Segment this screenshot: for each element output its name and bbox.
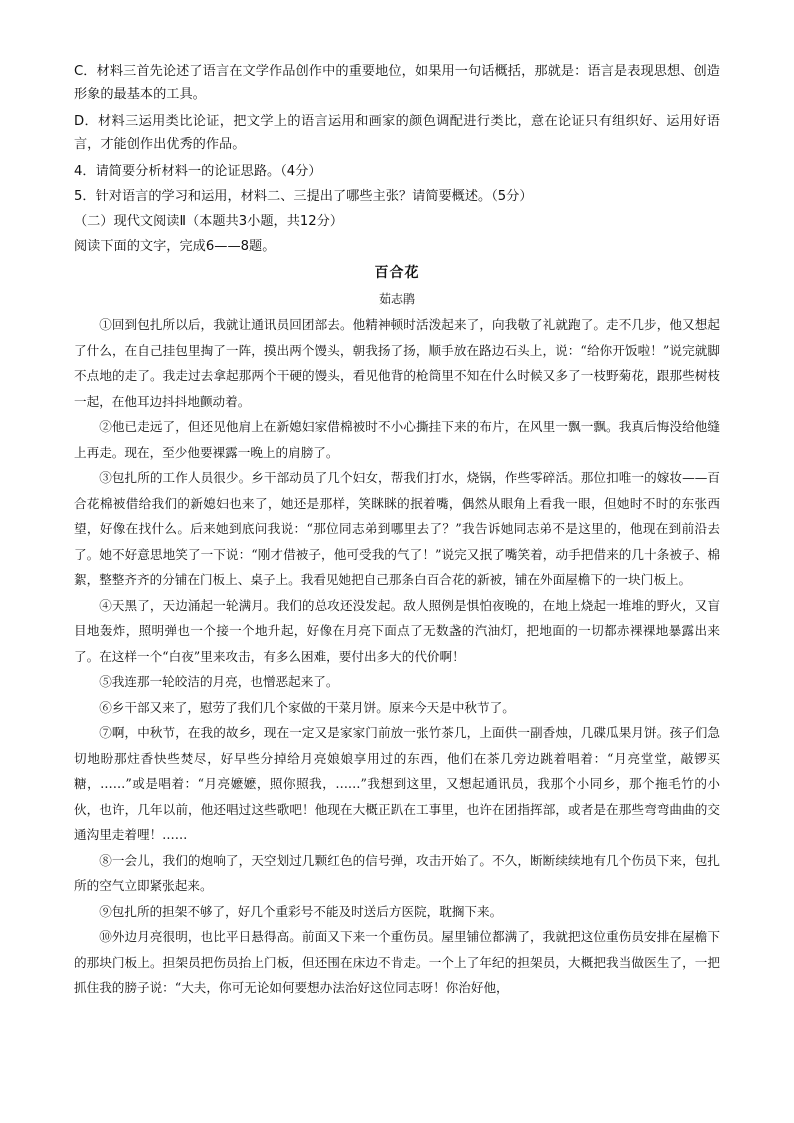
reading-instruction: 阅读下面的文字，完成6——8题。 (74, 239, 276, 254)
option-c: C．材料三首先论述了语言在文学作品创作中的重要地位，如果用一句话概括，那就是：语言是表现思想、创造形象的最基本的工具。 (74, 64, 720, 102)
question-4: 4．请简要分析材料一的论证思路。（4分） (74, 164, 322, 179)
paragraph-10: ⑩外边月亮很明，也比平日悬得高。前面又下来一个重伤员。屋里铺位都满了，我就把这位重伤员安排在屋檐下的那块门板上。担架员把伤员抬上门板，但还围在床边不肯走。一个上了年纪的担架员，大概把我当做医生了，一把抓住我的膀子说：“大夫，你可无论如何要想办法治好这位同志呀！你治好他， (74, 929, 720, 995)
paragraph-7: ⑦啊，中秋节，在我的故乡，现在一定又是家家门前放一张竹茶几，上面供一副香烛，几碟瓜果月饼。孩子们急切地盼那炷香快些焚尽，好早些分掉给月亮娘娘享用过的东西，他们在茶几旁边跳着唱着：“月亮堂堂，敲锣买糖，……”或是唱着：“月亮嬷嬷，照你照我，……”我想到这里，又想起通讯员，我那个小同乡，那个拖毛竹的小伙，也许，几年以前，他还唱过这些歌吧！他现在大概正趴在工事里，也许在团指挥部，或者是在那些弯弯曲曲的交通沟里走着哩！…… (74, 725, 720, 842)
article-title: 百合花 (374, 265, 420, 281)
article-body (74, 312, 720, 1001)
paragraph-3: ③包扎所的工作人员很少。乡干部动员了几个妇女，帮我们打水，烧锅，作些零碎活。那位扣唯一的嫁妆——百合花棉被借给我们的新媳妇也来了，她还是那样，笑眯眯的抿着嘴，偶然从眼角上看我一眼，但她时不时的东张西望，好像在找什么。后来她到底问我说：“那位同志弟到哪里去了？”我告诉她同志弟不是这里的，他现在到前沿去了。她不好意思地笑了一下说：“刚才借被子，他可受我的气了！”说完又抿了嘴笑着，动手把借来的几十条被子、棉絮，整整齐齐的分铺在门板上、桌子上。我看见她把自己那条白百合花的新被，铺在外面屋檐下的一块门板上。 (74, 470, 720, 587)
paragraph-2: ②他已走远了，但还见他肩上在新媳妇家借棉被时不小心撕挂下来的布片，在风里一飘一飘。我真后悔没给他缝上再走。现在，至少他要裸露一晚上的肩膀了。 (74, 419, 720, 460)
paragraph-5: ⑤我连那一轮皎洁的月亮，也憎恶起来了。 (99, 674, 339, 689)
option-d: D．材料三运用类比论证，把文学上的语言运用和画家的颜色调配进行类比，意在论证只有组织好、运用好语言，才能创作出优秀的作品。 (74, 114, 720, 152)
paragraph-1: ①回到包扎所以后，我就让通讯员回团部去。他精神顿时活泼起来了，向我敬了礼就跑了。走不几步，他又想起了什么，在自己挂包里掏了一阵，摸出两个馒头，朝我扬了扬，顺手放在路边石头上，说：“给你开饭啦！”说完就脚不点地的走了。我走过去拿起那两个干硬的馒头，看见他背的枪筒里不知在什么时候又多了一枝野菊花，跟那些树枝一起，在他耳边抖抖地颤动着。 (74, 317, 720, 409)
section-heading: （二）现代文阅读Ⅱ（本题共3小题，共12分） (74, 214, 344, 229)
paragraph-4: ④天黑了，天边涌起一轮满月。我们的总攻还没发起。敌人照例是惧怕夜晚的，在地上烧起一堆堆的野火，又盲目地轰炸，照明弹也一个接一个地升起，好像在月亮下面点了无数盏的汽油灯，把地面的一切都赤裸裸地暴露出来了。在这样一个“白夜”里来攻击，有多么困难，要付出多大的代价啊！ (74, 597, 720, 664)
article-author: 茹志鹃 (378, 292, 415, 306)
paragraph-9: ⑨包扎所的担架不够了，好几个重彩号不能及时送后方医院，耽搁下来。 (99, 903, 503, 919)
question-5: 5．针对语言的学习和运用，材料二、三提出了哪些主张？请简要概述。（5分） (74, 189, 533, 204)
paragraph-6: ⑥乡干部又来了，慰劳了我们几个家做的干菜月饼。原来今天是中秋节了。 (99, 699, 515, 715)
paragraph-8: ⑧一会儿，我们的炮响了，天空划过几颗红色的信号弹，攻击开始了。不久，断断续续地有几个伤员下来，包扎所的空气立即紧张起来。 (74, 852, 720, 893)
